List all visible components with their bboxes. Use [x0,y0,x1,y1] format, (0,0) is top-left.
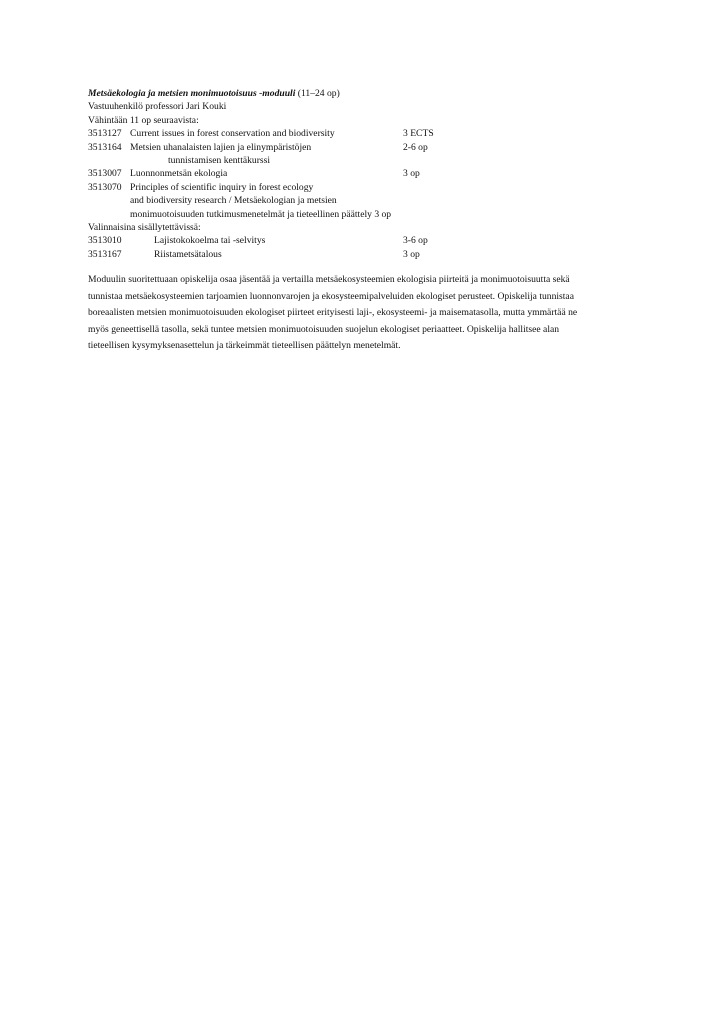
module-title [88,87,643,100]
course-code: 3513167 [88,248,122,260]
course-credits: 3 op [403,248,420,260]
course-credits: 3-6 op [403,235,428,247]
course-row [88,181,643,194]
course-code: 3513164 [88,141,122,153]
course-row [88,127,643,140]
course-name: Principles of scientific inquiry in forest ecology [130,181,314,193]
course-name: Lajistokokoelma tai -selvitys [154,235,266,247]
minimum-requirement: Vähintään 11 op seuraavista: [88,114,199,126]
course-code: 3513127 [88,128,122,140]
course-name-continuation: tunnistamisen kenttäkurssi [168,154,271,166]
course-name-continuation: monimuotoisuuden tutkimusmenetelmät ja tieteellinen päättely 3 op [130,208,392,220]
description-line: boreaalisten metsien monimuotoisuuden ekologiset piirteet erityisesti laji-, ekosysteemi- ja maisematasolla, mutta ymmärtää ne [88,307,578,319]
course-row-continuation [88,154,643,167]
module-section [88,87,643,355]
description-line: myös geneettisellä tasolla, sekä tuntee metsien monimuotoisuuden suojelun ekologiset periaatteet. Opiskelija hallitsee alan [88,323,560,335]
course-code: 3513010 [88,235,122,247]
course-name: Luonnonmetsän ekologia [130,168,228,180]
course-name: Metsien uhanalaisten lajien ja elinympäristöjen [130,141,312,153]
optional-heading: Valinnaisina sisällytettävissä: [88,221,201,233]
course-row-continuation [88,194,643,207]
course-row [88,141,643,154]
optional-course-row [88,234,643,247]
description-line: tieteellisen kysymyksenasettelun ja tärkeimmät tieteellisen päättelyn menetelmät. [88,340,401,352]
course-name: Riistametsätalous [154,248,222,260]
responsible-person: Vastuuhenkilö professori Jari Kouki [88,101,227,113]
description-line: Moduulin suoritettuaan opiskelija osaa jäsentää ja vertailla metsäekosysteemien ekologisia piirteitä ja monimuotoisuutta sekä [88,274,570,286]
course-name-continuation: and biodiversity research / Metsäekologian ja metsien [130,195,337,207]
optional-course-row [88,248,643,261]
course-code: 3513070 [88,181,122,193]
course-row [88,167,643,180]
course-code: 3513007 [88,168,122,180]
description-line: tunnistaa metsäekosysteemien tarjoamien luonnonvarojen ja ekosysteemipalveluiden ekologiset perusteet. Opiskelija tunnistaa [88,290,574,302]
course-row-continuation [88,208,643,221]
module-description [88,272,640,355]
module-title-italic: Metsäekologia ja metsien monimuotoisuus -moduuli [88,88,296,99]
course-credits: 3 op [403,168,420,180]
module-title-credits: (11–24 op) [295,88,340,99]
course-credits: 2-6 op [403,141,428,153]
course-credits: 3 ECTS [403,128,434,140]
course-name: Current issues in forest conservation and biodiversity [130,128,335,140]
